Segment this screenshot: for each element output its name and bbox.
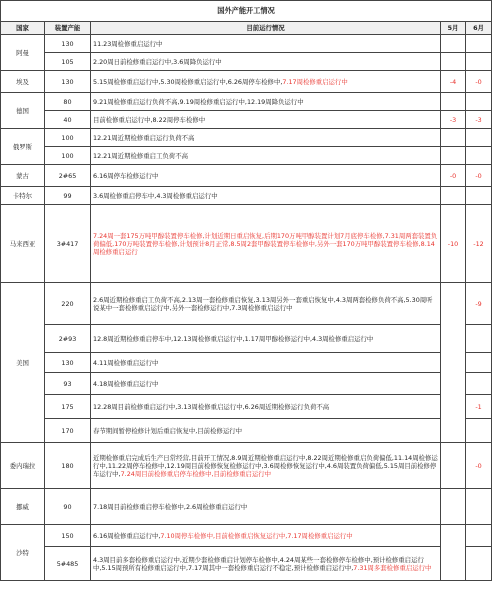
header-may: 5月 xyxy=(441,22,466,35)
capacity-cell: 170 xyxy=(45,419,91,443)
status-text: 12.21周近期检修重启运行负荷不高 xyxy=(93,133,195,142)
status-text: 5.15周检修重启运行中,5.30周检修重启运行中,6.26周停车检修中, xyxy=(93,77,283,86)
table-row xyxy=(1,395,492,419)
status-text-highlight: 7.10周停车检修中,目前检修重启恢复运行中,7.17周检修重启运行中 xyxy=(160,531,353,540)
table-row xyxy=(1,187,492,205)
may-change-cell xyxy=(441,283,466,443)
capacity-cell: 99 xyxy=(45,187,91,205)
may-change-cell xyxy=(441,525,466,581)
status-text-highlight: 7.24周一套175万吨甲醇装置停车检修,计划近期日重启恢复,后期170万吨甲醇装置计划7月底停车检修,7.31周两套装置负荷偏低,170万吨装置停车检修,计划预计8月正常,8.5周2套甲醇装置停车检修中,另外一套170万吨甲醇装置停车检修,8.14周检修重启运行 xyxy=(93,231,438,256)
june-change-cell: -12 xyxy=(466,205,492,283)
status-cell xyxy=(91,147,441,165)
capacity-cell: 130 xyxy=(45,353,91,373)
june-change-cell: -3 xyxy=(466,111,492,129)
status-cell xyxy=(91,443,441,489)
table-row xyxy=(1,53,492,71)
table-row xyxy=(1,129,492,147)
status-text: 目前检修重启运行中,8.22周停车检修中 xyxy=(93,115,206,124)
june-change-cell: -1 xyxy=(466,395,492,419)
status-text: 11.23周检修重启运行中 xyxy=(93,39,163,48)
status-cell xyxy=(91,325,441,353)
capacity-cell: 150 xyxy=(45,525,91,547)
status-cell xyxy=(91,419,441,443)
header-june: 6月 xyxy=(466,22,492,35)
table-row xyxy=(1,443,492,489)
status-cell xyxy=(91,353,441,373)
table-row xyxy=(1,547,492,581)
may-change-cell xyxy=(441,93,466,111)
june-change-cell xyxy=(466,325,492,353)
may-change-cell: -10 xyxy=(441,205,466,283)
country-cell: 委内瑞拉 xyxy=(1,443,45,489)
may-change-cell xyxy=(441,53,466,71)
table-row xyxy=(1,93,492,111)
capacity-cell: 180 xyxy=(45,443,91,489)
june-change-cell: -9 xyxy=(466,283,492,325)
status-text: 春节期间暂停检修计划后重启恢复中,目前检修运行中 xyxy=(93,426,243,435)
june-change-cell xyxy=(466,35,492,53)
status-text-highlight: 7.17周检修重启运行中 xyxy=(282,77,348,86)
status-cell xyxy=(91,71,441,93)
june-change-cell xyxy=(466,353,492,373)
may-change-cell xyxy=(441,443,466,489)
june-change-cell xyxy=(466,419,492,443)
status-text: 12.28周目前检修重启运行中,3.13周检修重启运行中,6.26周近期检修运行负荷不高 xyxy=(93,402,330,411)
country-cell: 俄罗斯 xyxy=(1,129,45,165)
table-row xyxy=(1,283,492,325)
capacity-cell: 105 xyxy=(45,53,91,71)
june-change-cell xyxy=(466,187,492,205)
status-cell xyxy=(91,283,441,325)
may-change-cell: -4 xyxy=(441,71,466,93)
status-text-highlight: 7.24周目前检修重启停车检修中,目前检修重启运行中 xyxy=(120,469,272,478)
status-text: 9.21周检修重启运行负荷不高,9.19周检修重启运行中,12.19周降负运行中 xyxy=(93,97,304,106)
status-text: 2.20周日前检修重启运行中,3.6周降负运行中 xyxy=(93,57,222,66)
june-change-cell: -0 xyxy=(466,443,492,489)
table-row xyxy=(1,419,492,443)
status-text: 近期检修重启完成后生产日常经营,目前开工情况,8.9周近期检修重启运行中,8.22周近期检修重启负荷偏低,11.14周检修运行中,11.22周停车检修中,12.19周目前检修恢复检修运行中,3.6周检修恢复运行中,4.6周装置负荷偏低,5.15周目前检修停车运行中, xyxy=(93,453,438,478)
country-cell: 挪威 xyxy=(1,489,45,525)
status-cell xyxy=(91,373,441,395)
june-change-cell xyxy=(466,53,492,71)
country-cell: 德国 xyxy=(1,93,45,129)
table-row xyxy=(1,325,492,353)
table-row xyxy=(1,71,492,93)
country-cell: 美国 xyxy=(1,283,45,443)
capacity-cell: 130 xyxy=(45,71,91,93)
status-text: 4.18周检修重启运行中 xyxy=(93,379,159,388)
capacity-cell: 80 xyxy=(45,93,91,111)
status-text: 6.16周检修重启运行中, xyxy=(93,531,161,540)
country-cell: 沙特 xyxy=(1,525,45,581)
table-row xyxy=(1,373,492,395)
status-cell xyxy=(91,165,441,187)
table-row xyxy=(1,147,492,165)
status-text: 3.6周检修重启停车中,4.3周检修重启运行中 xyxy=(93,191,218,200)
status-cell xyxy=(91,525,441,547)
june-change-cell xyxy=(466,547,492,581)
status-text: 4.3周目前多套检修重启运行中,近期少套检修重启计划停车检修中,4.24周某些一套检修停车检修中,预计检修重启运行中,5.15周预所有检修重启运行中,7.17周其中一套检修重启运行不稳定,预计检修重启运行中, xyxy=(93,555,424,572)
may-change-cell xyxy=(441,187,466,205)
table-title: 国外产能开工情况 xyxy=(1,1,492,22)
status-text: 6.16周停车检修运行中 xyxy=(93,171,159,180)
capacity-cell: 2#65 xyxy=(45,165,91,187)
capacity-cell: 90 xyxy=(45,489,91,525)
june-change-cell: -0 xyxy=(466,71,492,93)
status-text-highlight: 7.31周多套检修重启运行中 xyxy=(353,563,432,572)
june-change-cell xyxy=(466,373,492,395)
june-change-cell xyxy=(466,525,492,547)
capacity-cell: 100 xyxy=(45,147,91,165)
table-row xyxy=(1,489,492,525)
country-cell: 阿曼 xyxy=(1,35,45,71)
may-change-cell xyxy=(441,35,466,53)
status-cell xyxy=(91,205,441,283)
status-cell xyxy=(91,129,441,147)
status-cell xyxy=(91,547,441,581)
status-cell xyxy=(91,53,441,71)
may-change-cell xyxy=(441,489,466,525)
may-change-cell: -0 xyxy=(441,165,466,187)
country-cell: 马来西亚 xyxy=(1,205,45,283)
may-change-cell xyxy=(441,147,466,165)
table-row xyxy=(1,525,492,547)
status-text: 2.6周近期检修重启工负荷不高,2.13周一套检修重启恢复,3.13周另外一套重启恢复中,4.3周两套检修负荷不高,5.30周听说某中一套检修重启运行中,另外一套检修运行中,7.3周检修重启运行中 xyxy=(93,295,433,312)
june-change-cell xyxy=(466,489,492,525)
status-text: 4.11周检修重启运行中 xyxy=(93,358,159,367)
capacity-cell: 220 xyxy=(45,283,91,325)
table-row xyxy=(1,111,492,129)
table-row xyxy=(1,35,492,53)
status-text: 7.18周目前检修重启停车检修中,2.6周检修重启运行中 xyxy=(93,502,248,511)
capacity-cell: 2#93 xyxy=(45,325,91,353)
status-cell xyxy=(91,35,441,53)
header-country: 国家 xyxy=(1,22,45,35)
capacity-cell: 40 xyxy=(45,111,91,129)
capacity-cell: 130 xyxy=(45,35,91,53)
capacity-cell: 5#485 xyxy=(45,547,91,581)
june-change-cell: -0 xyxy=(466,165,492,187)
status-text: 12.8周近期检修重启停车中,12.13周检修重启运行中,1.17周甲醇检修运行中,4.3周检修重启运行中 xyxy=(93,334,374,343)
june-change-cell xyxy=(466,129,492,147)
status-cell xyxy=(91,187,441,205)
june-change-cell xyxy=(466,147,492,165)
table-row xyxy=(1,353,492,373)
country-cell: 蒙古 xyxy=(1,165,45,187)
table-row xyxy=(1,165,492,187)
capacity-cell: 3#417 xyxy=(45,205,91,283)
country-cell: 卡特尔 xyxy=(1,187,45,205)
status-cell xyxy=(91,111,441,129)
capacity-cell: 175 xyxy=(45,395,91,419)
status-cell xyxy=(91,489,441,525)
capacity-cell: 100 xyxy=(45,129,91,147)
may-change-cell xyxy=(441,129,466,147)
capacity-cell: 93 xyxy=(45,373,91,395)
june-change-cell xyxy=(466,93,492,111)
header-status: 目前运行情况 xyxy=(91,22,441,35)
status-cell xyxy=(91,93,441,111)
may-change-cell: -3 xyxy=(441,111,466,129)
status-cell xyxy=(91,395,441,419)
table-row xyxy=(1,205,492,283)
status-text: 12.21周近期检修重启工负荷不高 xyxy=(93,151,188,160)
country-cell: 埃及 xyxy=(1,71,45,93)
header-capacity: 装置产能 xyxy=(45,22,91,35)
